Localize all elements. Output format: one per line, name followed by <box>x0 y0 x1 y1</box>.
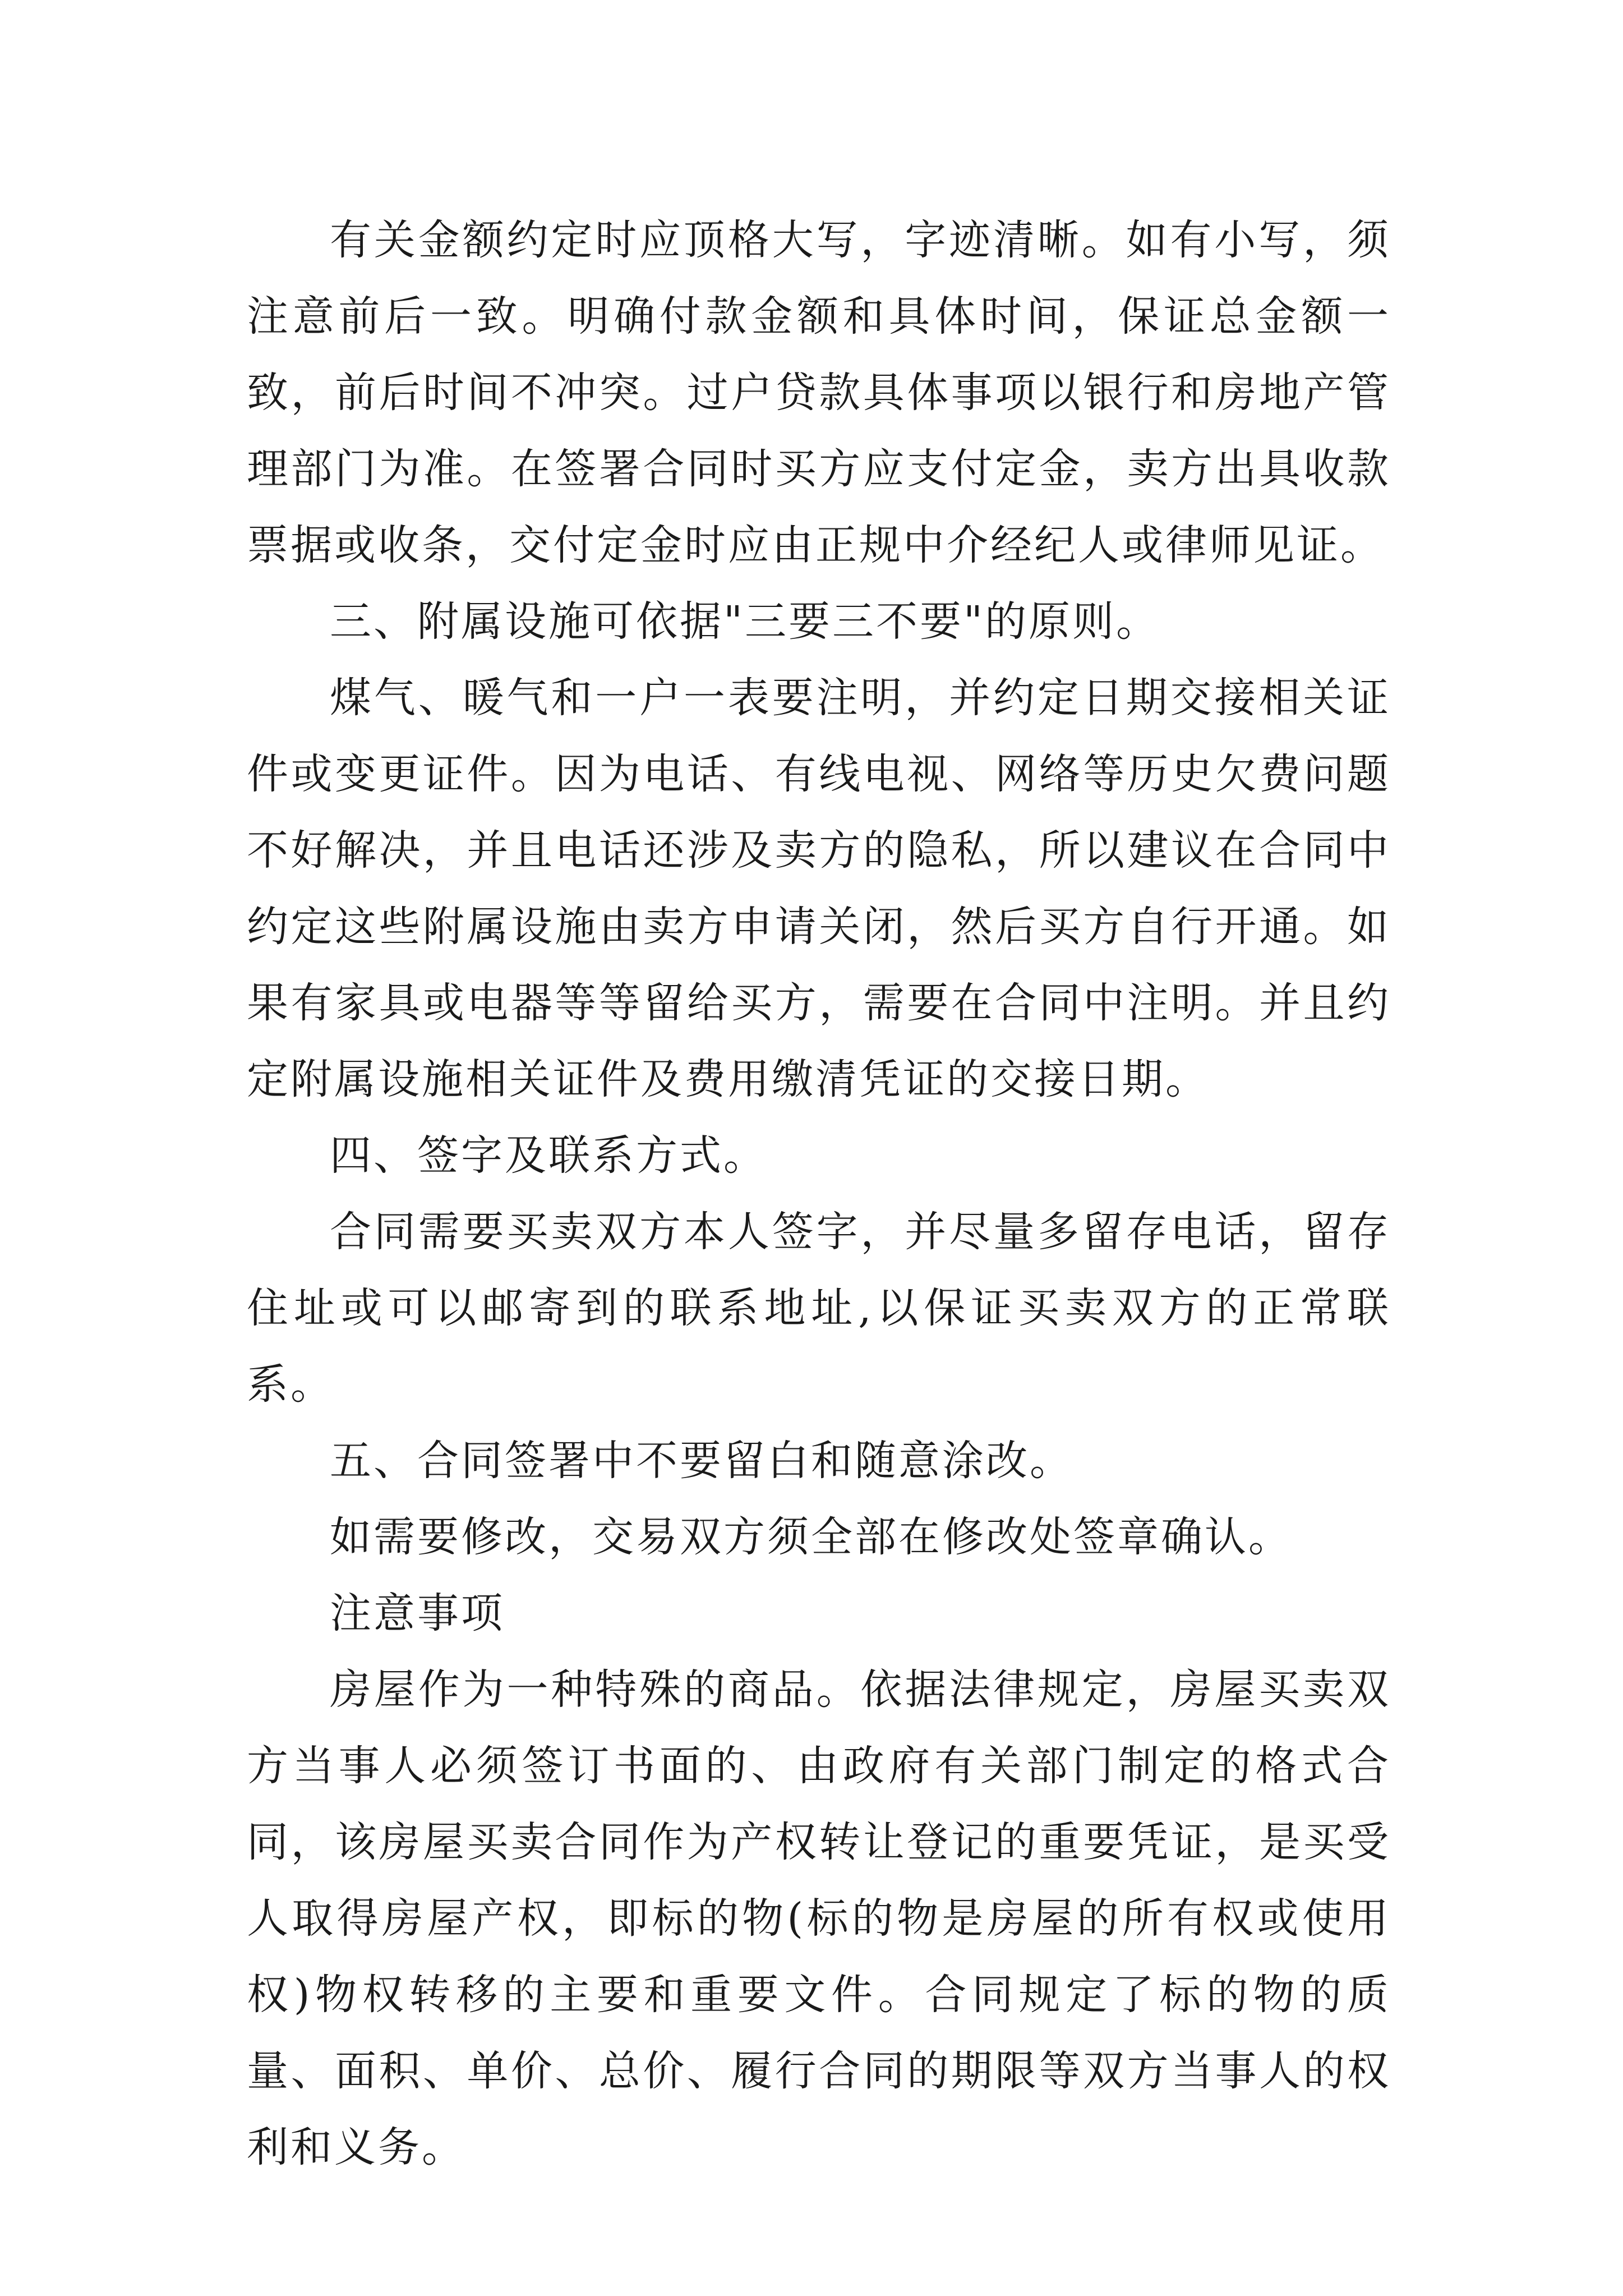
paragraph-modification: 如需要修改，交易双方须全部在修改处签章确认。 <box>330 1513 1292 1561</box>
paragraph-payment-terms: 有关金额约定时应顶格大写，字迹清晰。如有小写，须注意前后一致。明确付款金额和具体时间，保证总金额一致，前后时间不冲突。过户贷款具体事项以银行和房地产管理部门为准。在签署合同时买方应支付定金，卖方出具收款票据或收条，交付定金时应由正规中介经纪人或律师见证。 <box>247 216 1391 569</box>
heading-notes: 注意事项 <box>330 1589 505 1637</box>
document-body <box>247 202 1391 2185</box>
heading-section-three: 三、附属设施可依据"三要三不要"的原则。 <box>330 597 1160 646</box>
heading-section-four: 四、签字及联系方式。 <box>330 1131 767 1180</box>
paragraph-notes-body: 房屋作为一种特殊的商品。依据法律规定，房屋买卖双方当事人必须签订书面的、由政府有关部门制定的格式合同，该房屋买卖合同作为产权转让登记的重要凭证，是买受人取得房屋产权，即标的物(标的物是房屋的所有权或使用权)物权转移的主要和重要文件。合同规定了标的物的质量、面积、单价、总价、履行合同的期限等双方当事人的权利和义务。 <box>247 1665 1391 2171</box>
paragraph-ancillary-facilities: 煤气、暖气和一户一表要注明，并约定日期交接相关证件或变更证件。因为电话、有线电视、网络等历史欠费问题不好解决，并且电话还涉及卖方的隐私，所以建议在合同中约定这些附属设施由卖方申请关闭，然后买方自行开通。如果有家具或电器等等留给买方，需要在合同中注明。并且约定附属设施相关证件及费用缴清凭证的交接日期。 <box>247 674 1391 1103</box>
heading-section-five: 五、合同签署中不要留白和随意涂改。 <box>330 1437 1073 1485</box>
paragraph-signature-contact: 合同需要买卖双方本人签字，并尽量多留存电话，留存住址或可以邮寄到的联系地址,以保证买卖双方的正常联系。 <box>247 1208 1391 1409</box>
